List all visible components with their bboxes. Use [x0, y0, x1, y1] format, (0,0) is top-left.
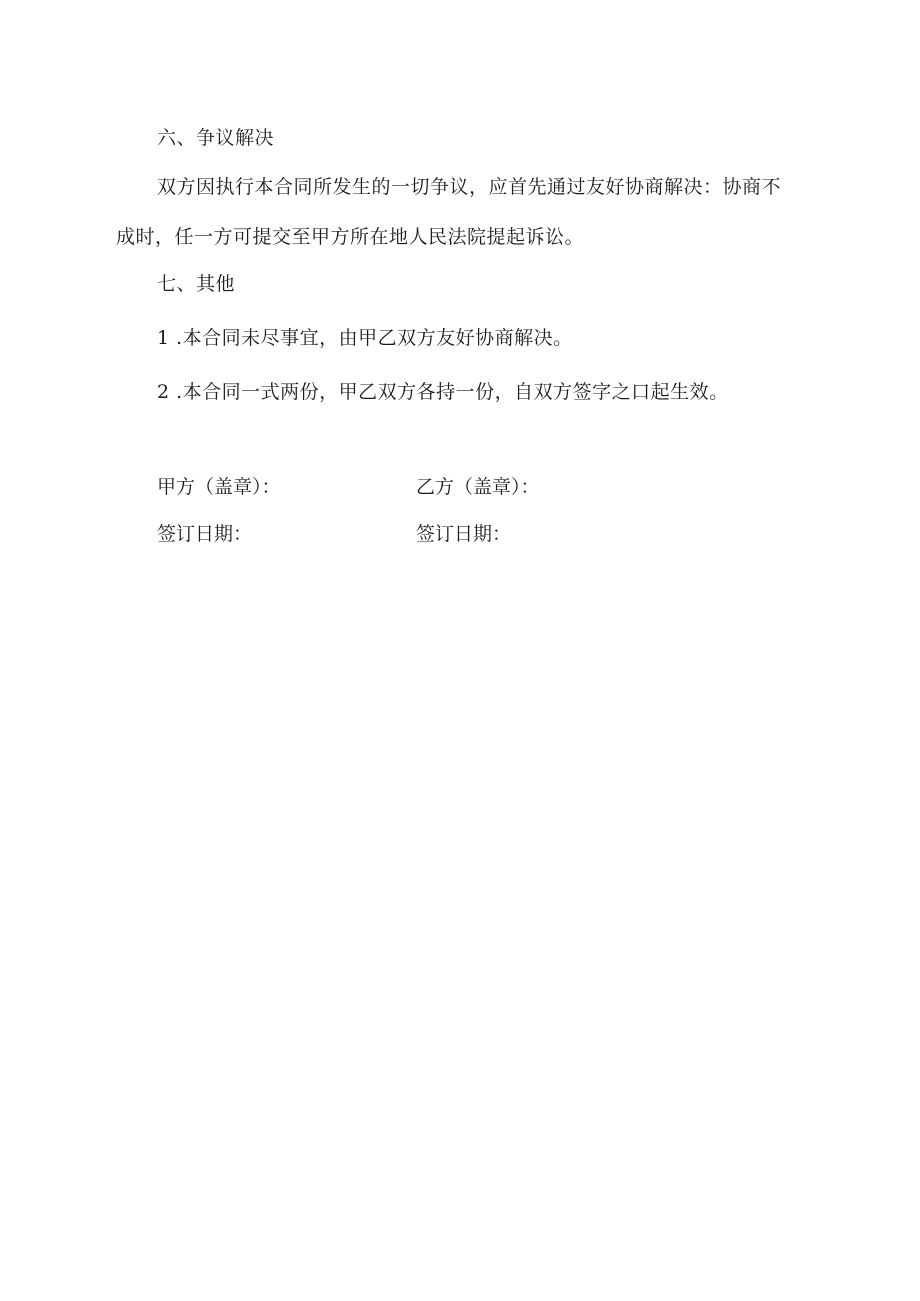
section-seven-item-1: 1 .本合同未尽事宜，由甲乙双方友好协商解决。 [157, 327, 573, 349]
party-b-date-label: 签订日期： [416, 523, 512, 545]
party-b-seal-label: 乙方（盖章）： [416, 476, 540, 498]
section-six-paragraph-line-2: 成时，任一方可提交至甲方所在地人民法院提起诉讼。 [116, 226, 585, 248]
section-six-heading: 六、争议解决 [157, 127, 275, 149]
section-seven-item-2: 2 .本合同一式两份，甲乙双方各持一份，自双方签字之口起生效。 [157, 381, 729, 403]
party-a-date-label: 签订日期： [157, 523, 253, 545]
party-a-seal-label: 甲方（盖章）： [157, 476, 281, 498]
section-seven-heading: 七、其他 [157, 273, 236, 295]
section-six-paragraph-line-1: 双方因执行本合同所发生的一切争议，应首先通过友好协商解决：协商不 [157, 176, 782, 198]
